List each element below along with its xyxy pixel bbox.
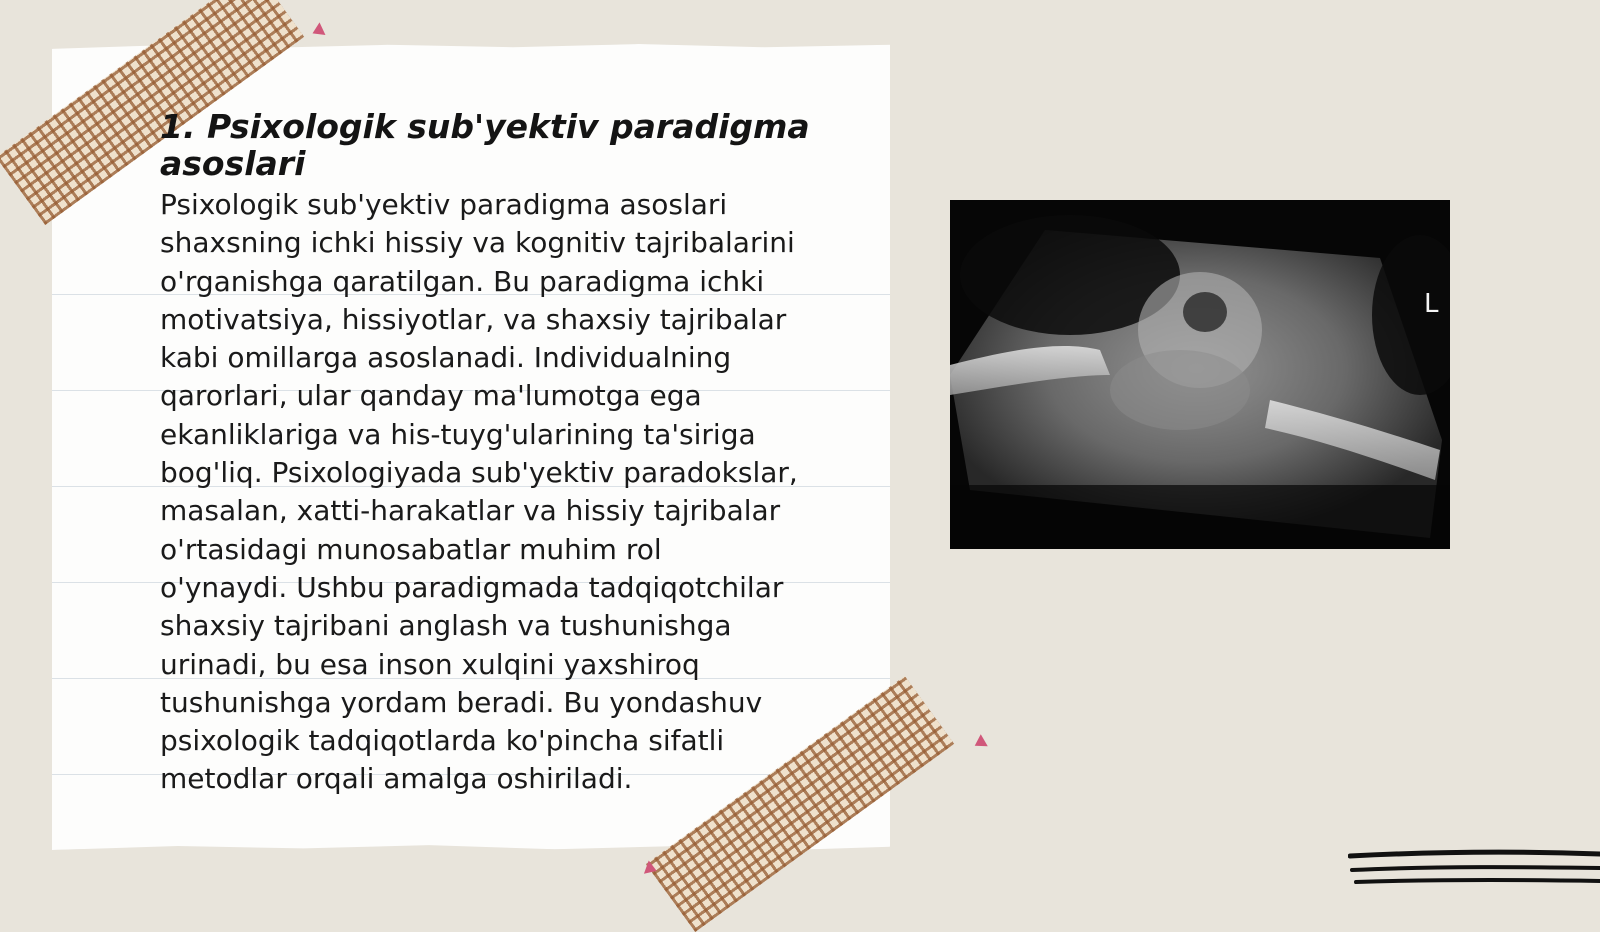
xray-illustration (950, 200, 1450, 549)
slide-body-text: Psixologik sub'yektiv paradigma asoslari shaxsning ichki hissiy va kognitiv tajribalarini o'rganishga qaratilgan. Bu paradigma ichki motivatsiya, hissiyotlar, va shaxsiy tajribalar kabi omillarga asoslanadi. Individualning qarorlari, ular qanday ma'lumotga ega ekanliklariga va his-tuyg'ularining ta'siriga bog'liq. Psixologiyada sub'yektiv paradokslar, masalan, xatti-harakatlar va hissiy tajribalar o'rtasidagi munosabatlar muhim rol o'ynaydi. Ushbu paradigmada tadqiqotchilar shaxsiy tajribani anglash va tushunishga urinadi, bu esa inson xulqini yaxshiroq tushunishga yordam beradi. Bu yondashuv psixologik tadqiqotlarda ko'pincha sifatli metodlar orqali amalga oshiriladi. (160, 188, 798, 796)
xray-marker-label: L (1424, 289, 1439, 319)
slide-heading: 1. Psixologik sub'yektiv paradigma asoslari (160, 107, 810, 183)
corner-pin-icon (971, 734, 988, 752)
corner-pin-icon (310, 22, 326, 39)
scribble-lines (1348, 846, 1600, 892)
xray-image (950, 200, 1450, 549)
